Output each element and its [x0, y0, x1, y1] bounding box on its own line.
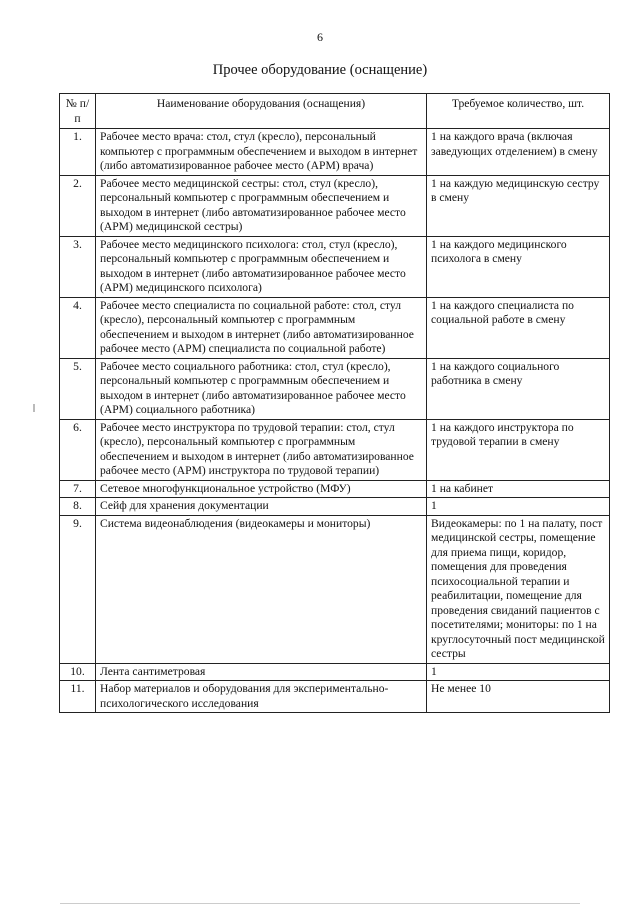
row-number: 4.: [60, 297, 96, 358]
row-number: 7.: [60, 480, 96, 498]
row-name: Сейф для хранения документации: [96, 498, 427, 516]
table-row: [60, 419, 610, 480]
table-row: [60, 236, 610, 297]
row-name: Система видеонаблюдения (видеокамеры и мониторы): [96, 515, 427, 663]
row-number: 10.: [60, 663, 96, 681]
row-name: Рабочее место социального работника: стол, стул (кресло), персональный компьютер с программным обеспечением и выходом в интернет (либо автоматизированное рабочее место (АРМ) социального работника): [96, 358, 427, 419]
row-number: 6.: [60, 419, 96, 480]
row-quantity: 1 на каждого врача (включая заведующих отделением) в смену: [427, 129, 610, 176]
row-quantity: Видеокамеры: по 1 на палату, пост медицинской сестры, помещение для приема пищи, коридор, помещения для проведения психосоциальной терапии и реабилитации, помещение для проведения свиданий пациентов с посетителями; мониторы: по 1 на круглосуточный пост медицинской сестры: [427, 515, 610, 663]
table-row: [60, 297, 610, 358]
row-name: Лента сантиметровая: [96, 663, 427, 681]
row-name: Рабочее место инструктора по трудовой терапии: стол, стул (кресло), персональный компьютер с программным обеспечением и выходом в интернет (либо автоматизированное рабочее место (АРМ) инструктора по трудовой терапии): [96, 419, 427, 480]
document-title: Прочее оборудование (оснащение): [212, 62, 428, 78]
row-quantity: 1 на кабинет: [427, 480, 610, 498]
row-name: Рабочее место специалиста по социальной работе: стол, стул (кресло), персональный компьютер с программным обеспечением и выходом в интернет (либо автоматизированное рабочее место (АРМ) специалиста по социальной работе): [96, 297, 427, 358]
row-quantity: 1: [427, 663, 610, 681]
bottom-edge-line: [60, 903, 580, 904]
row-number: 2.: [60, 175, 96, 236]
row-number: 1.: [60, 129, 96, 176]
row-quantity: 1 на каждую медицинскую сестру в смену: [427, 175, 610, 236]
table-row: [60, 175, 610, 236]
row-quantity: 1 на каждого медицинского психолога в смену: [427, 236, 610, 297]
row-number: 3.: [60, 236, 96, 297]
row-quantity: 1: [427, 498, 610, 516]
equipment-table: [59, 93, 610, 713]
table-row: [60, 515, 610, 663]
table-row: [60, 663, 610, 681]
table-row: [60, 498, 610, 516]
header-number: № п/п: [60, 94, 96, 129]
row-quantity: 1 на каждого специалиста по социальной работе в смену: [427, 297, 610, 358]
row-number: 5.: [60, 358, 96, 419]
row-number: 8.: [60, 498, 96, 516]
row-name: Рабочее место медицинского психолога: стол, стул (кресло), персональный компьютер с программным обеспечением и выходом в интернет (либо автоматизированное рабочее место (АРМ) медицинского психолога): [96, 236, 427, 297]
header-quantity: Требуемое количество, шт.: [427, 94, 610, 129]
table-row: [60, 480, 610, 498]
table-row: [60, 681, 610, 713]
row-name: Рабочее место медицинской сестры: стол, стул (кресло), персональный компьютер с программным обеспечением и выходом в интернет (либо автоматизированное рабочее место (АРМ) медицинской сестры): [96, 175, 427, 236]
table-header-row: [60, 94, 610, 129]
page-number: 6: [317, 30, 323, 44]
row-number: 9.: [60, 515, 96, 663]
row-quantity: 1 на каждого социального работника в смену: [427, 358, 610, 419]
table-row: [60, 129, 610, 176]
row-name: Сетевое многофункциональное устройство (МФУ): [96, 480, 427, 498]
header-name: Наименование оборудования (оснащения): [96, 94, 427, 129]
row-name: Рабочее место врача: стол, стул (кресло), персональный компьютер с программным обеспечением и выходом в интернет (либо автоматизированное рабочее место (АРМ) врача): [96, 129, 427, 176]
row-name: Набор материалов и оборудования для экспериментально-психологического исследования: [96, 681, 427, 713]
row-quantity: Не менее 10: [427, 681, 610, 713]
table-row: [60, 358, 610, 419]
row-quantity: 1 на каждого инструктора по трудовой терапии в смену: [427, 419, 610, 480]
scan-mark: [33, 404, 35, 412]
row-number: 11.: [60, 681, 96, 713]
